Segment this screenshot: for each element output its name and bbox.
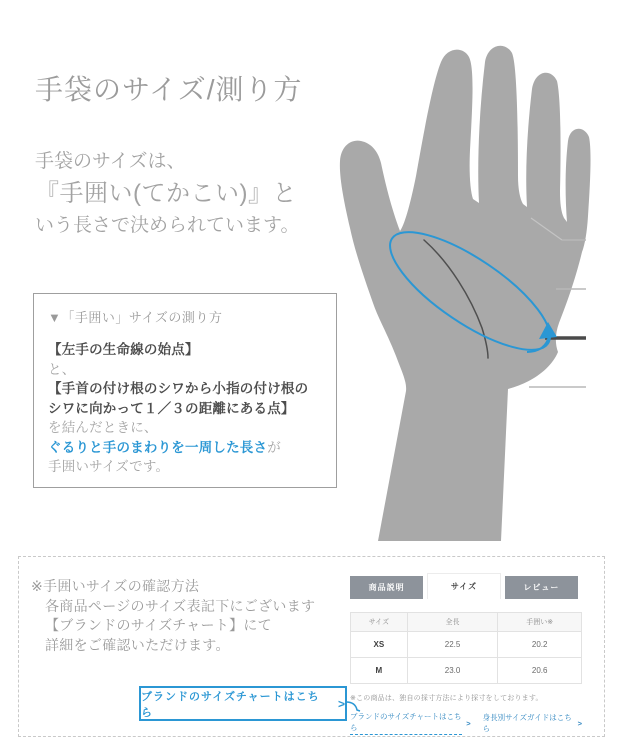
measure-point-2-line-2: シワに向かって１／３の距離にある点】 — [48, 400, 295, 416]
measure-point-2-line-1: 【手首の付け根のシワから小指の付け根の — [48, 381, 309, 396]
note-line-1: ※手囲いサイズの確認方法 — [31, 578, 200, 594]
table-row — [351, 658, 582, 684]
mini-tab-bar — [350, 573, 582, 599]
measure-highlight-line — [48, 438, 322, 458]
size-table-header-length: 全長 — [407, 613, 498, 632]
size-table-header-size: サイズ — [351, 613, 408, 632]
mini-links-row — [350, 711, 582, 735]
table-row — [351, 632, 582, 658]
size-table-header-row — [351, 613, 582, 632]
size-cell-m: M — [351, 658, 408, 684]
chevron-right-icon: > — [577, 718, 582, 728]
length-cell-m: 23.0 — [407, 658, 498, 684]
length-cell-xs: 22.5 — [407, 632, 498, 658]
intro-line-2: 『手囲い(てかこい)』と — [35, 180, 297, 207]
page-title: 手袋のサイズ/測り方 — [35, 74, 303, 105]
mini-tab-review[interactable]: レビュー — [505, 576, 578, 599]
size-table — [350, 612, 582, 684]
measure-box-body — [48, 340, 322, 477]
product-page-mini-screenshot — [350, 573, 582, 735]
hand-illustration — [330, 0, 625, 545]
mini-tab-description[interactable]: 商品説明 — [350, 576, 423, 599]
measurement-disclaimer: ※この商品は、独自の採寸方法により採寸をしております。 — [350, 695, 543, 702]
measure-instruction-box — [33, 293, 337, 488]
intro-line-1: 手袋のサイズは、 — [35, 151, 186, 172]
measure-connector-1: と、 — [48, 361, 76, 377]
intro-text — [35, 146, 299, 241]
mini-link-brand-size-chart-label: ブランドのサイズチャートはこちら — [350, 711, 462, 735]
note-line-4: 詳細をご確認いただけます。 — [45, 636, 230, 653]
size-table-header-circumference: 手囲い※ — [498, 613, 582, 632]
measure-connector-2: を結んだときに、 — [48, 420, 158, 435]
chevron-right-icon: > — [466, 718, 471, 728]
measure-highlight-suffix: が — [267, 439, 281, 455]
mini-tab-size[interactable]: サイズ — [427, 573, 500, 599]
brand-size-chart-button[interactable] — [139, 686, 347, 721]
size-check-note-text — [31, 577, 315, 655]
mini-link-brand-size-chart[interactable] — [350, 711, 471, 735]
mini-link-height-size-guide[interactable] — [483, 711, 582, 735]
chevron-right-icon: > — [337, 696, 345, 711]
note-line-3: 【ブランドのサイズチャート】にて — [45, 617, 272, 633]
circumference-cell-m: 20.6 — [498, 658, 582, 684]
brand-size-chart-button-label: ブランドのサイズチャートはこちら — [141, 690, 320, 719]
circumference-cell-xs: 20.2 — [498, 632, 582, 658]
mini-link-height-size-guide-label: 身長別サイズガイドはこちら — [482, 713, 572, 733]
note-line-2: 各商品ページのサイズ表記下にございます — [45, 597, 316, 614]
measure-closing: 手囲いサイズです。 — [48, 459, 170, 474]
measure-highlight-text: ぐるりと手のまわりを一周した長さ — [48, 439, 268, 455]
measure-point-1: 【左手の生命線の始点】 — [48, 342, 199, 357]
intro-line-3: いう長さで決められています。 — [35, 215, 300, 236]
measure-box-heading: ▼「手囲い」サイズの測り方 — [48, 310, 223, 325]
size-check-note-box — [18, 556, 605, 737]
size-cell-xs: XS — [351, 632, 408, 658]
